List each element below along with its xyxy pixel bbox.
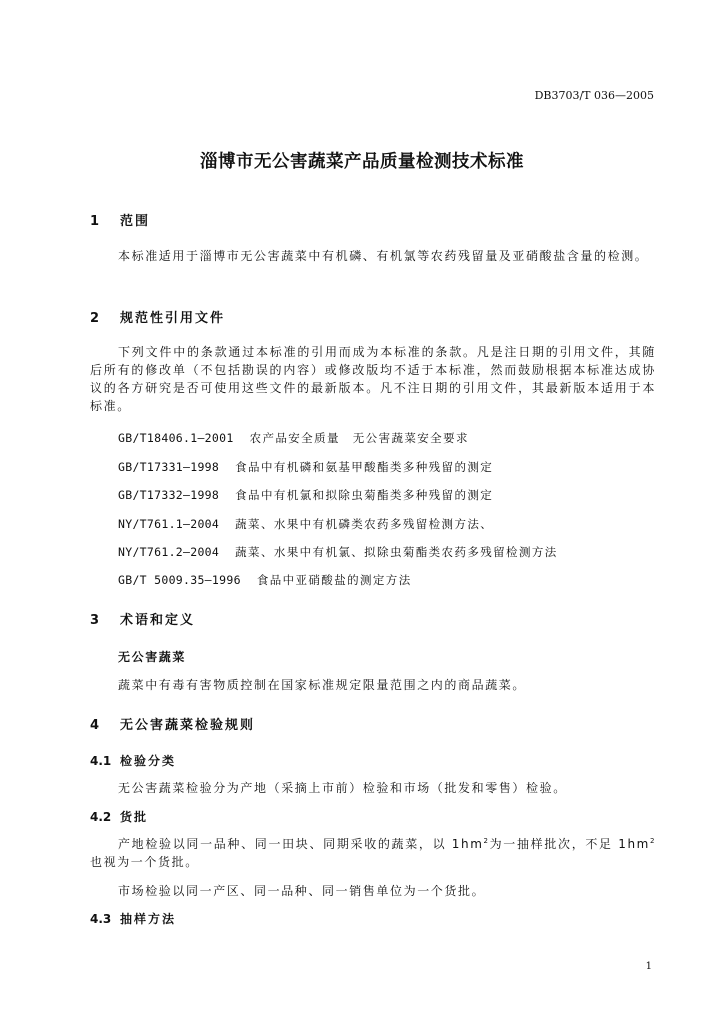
section-title: 检验分类 <box>120 754 177 768</box>
reference-name: 食品中有机磷和氨基甲酸酯类多种残留的测定 <box>235 460 494 474</box>
section-title: 货批 <box>120 810 149 824</box>
reference-item <box>118 487 493 503</box>
term-definition: 蔬菜中有毒有害物质控制在国家标准规定限量范围之内的商品蔬菜。 <box>118 678 527 692</box>
reference-code: NY/T761.1—2004 <box>118 517 220 531</box>
reference-name: 蔬菜、水果中有机氯、拟除虫菊酯类农药多残留检测方法 <box>235 545 558 559</box>
section-4-2-paragraph-2: 市场检验以同一产区、同一品种、同一销售单位为一个货批。 <box>118 884 486 898</box>
document-title: 淄博市无公害蔬菜产品质量检测技术标准 <box>200 152 524 172</box>
section-title: 无公害蔬菜检验规则 <box>120 718 256 733</box>
reference-code: GB/T 5009.35—1996 <box>118 573 241 587</box>
section-number: 3 <box>90 613 100 628</box>
section-2-heading <box>90 307 225 326</box>
superscript: 2 <box>649 837 657 845</box>
reference-name: 食品中有机氯和拟除虫菊酯类多种残留的测定 <box>235 488 494 502</box>
section-number: 4.1 <box>90 754 112 768</box>
reference-item <box>118 516 493 532</box>
reference-item <box>118 572 412 588</box>
section-title: 范围 <box>120 214 151 229</box>
reference-item <box>118 459 493 475</box>
section-4-1-paragraph: 无公害蔬菜检验分为产地（采摘上市前）检验和市场（批发和零售）检验。 <box>118 781 567 795</box>
section-title: 规范性引用文件 <box>120 311 226 326</box>
section-4-heading <box>90 714 255 733</box>
reference-item <box>118 430 469 446</box>
section-title: 抽样方法 <box>120 912 177 926</box>
superscript: 2 <box>483 837 490 845</box>
section-number: 1 <box>90 214 100 229</box>
reference-code: GB/T17332—1998 <box>118 488 220 502</box>
text-run: 产地检验以同一品种、同一田块、同期采收的蔬菜，以 1hm <box>118 837 484 851</box>
section-number: 2 <box>90 311 100 326</box>
section-number: 4.3 <box>90 912 112 926</box>
text-run: 也视为一个货批。 <box>90 855 199 869</box>
section-1-heading <box>90 210 150 229</box>
section-1-paragraph: 本标准适用于淄博市无公害蔬菜中有机磷、有机氯等农药残留量及亚硝酸盐含量的检测。 <box>118 249 649 263</box>
reference-code: NY/T761.2—2004 <box>118 545 220 559</box>
reference-code: GB/T18406.1—2001 <box>118 431 234 445</box>
section-number: 4 <box>90 718 100 733</box>
section-2-paragraph: 下列文件中的条款通过本标准的引用而成为本标准的条款。凡是注日期的引用文件，其随后所有的修改单（不包括勘误的内容）或修改版均不适于本标准，然而鼓励根据本标准达成协议的各方研究是否可使用这些文件的最新版本。凡不注日期的引用文件，其最新版本适用于本标准。 <box>90 345 656 413</box>
page-number: 1 <box>645 961 652 972</box>
document-code: DB3703/T 036—2005 <box>534 89 654 102</box>
reference-item <box>118 544 558 560</box>
reference-name: 农产品安全质量 无公害蔬菜安全要求 <box>249 431 469 445</box>
reference-code: GB/T17331—1998 <box>118 460 220 474</box>
term-name: 无公害蔬菜 <box>118 650 187 664</box>
section-4-2-heading <box>90 808 148 825</box>
text-run: 为一抽样批次，不足 1hm <box>489 837 650 851</box>
reference-name: 蔬菜、水果中有机磷类农药多残留检测方法、 <box>235 517 494 531</box>
section-3-heading <box>90 609 195 628</box>
section-4-2-paragraph <box>90 835 656 871</box>
reference-name: 食品中亚硝酸盐的测定方法 <box>256 573 412 587</box>
section-4-1-heading <box>90 752 176 769</box>
section-number: 4.2 <box>90 810 112 824</box>
section-4-3-heading <box>90 910 176 927</box>
section-title: 术语和定义 <box>120 613 196 628</box>
